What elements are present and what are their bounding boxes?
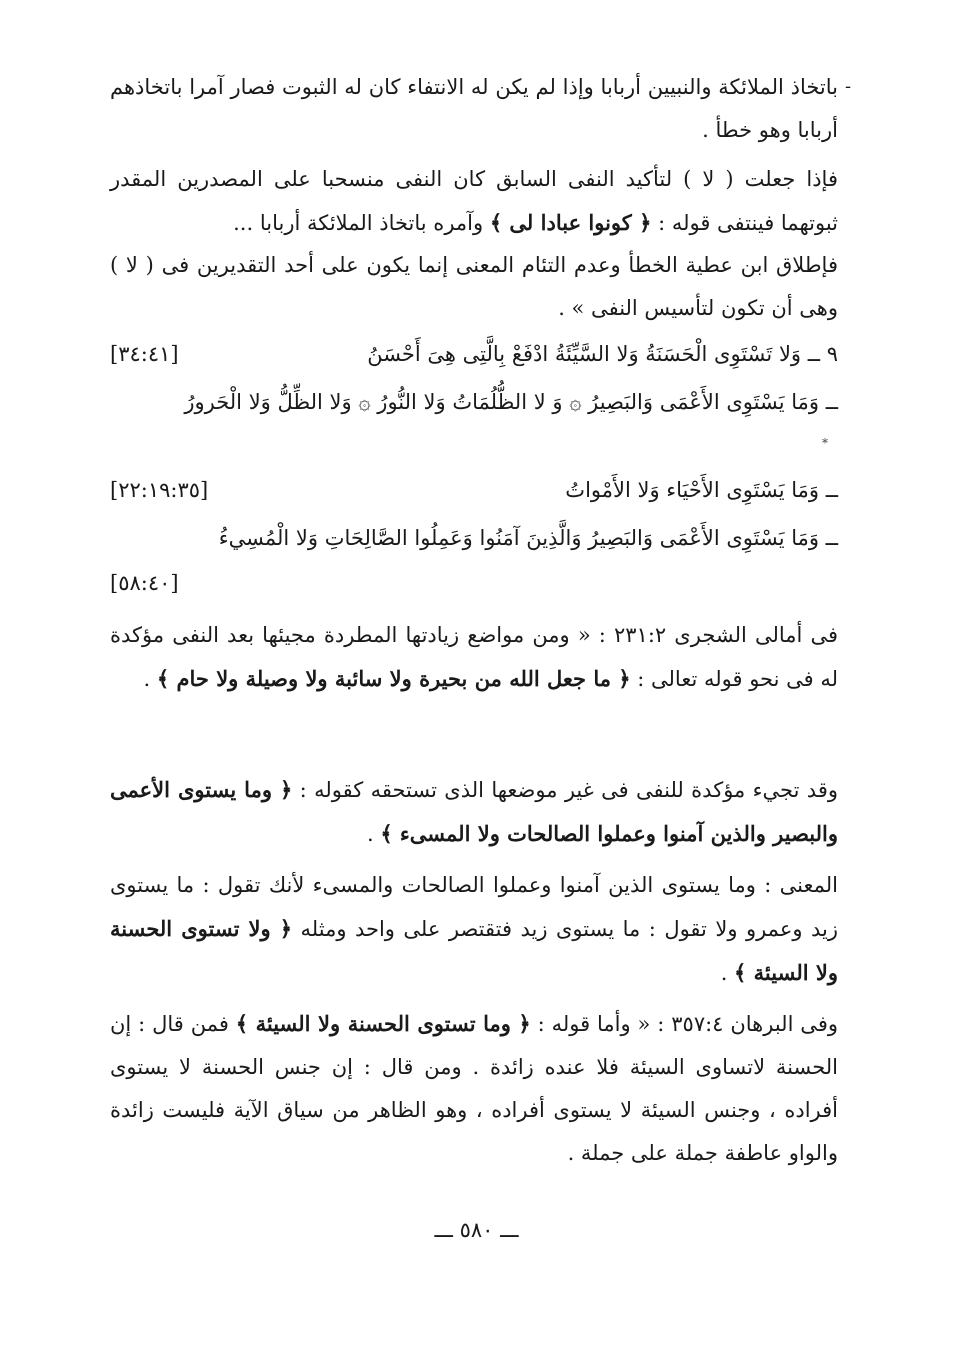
paragraph-2-text-before: فإذا جعلت ( لا ) لتأكيد النفى السابق كان النفى منسحبا على المصدرين المقدر ثبوتهما فينتفى قوله : [110, 167, 838, 235]
paragraph-5-quran-quote: ﴿ وما يستوى الأعمى والبصير والذين آمنوا وعملوا الصالحات ولا المسىء ﴾ [110, 777, 838, 846]
paragraph-4-quran-quote: ﴿ ما جعل الله من بحيرة ولا سائبة ولا وصيلة ولا حام ﴾ [156, 666, 631, 691]
verse-line-2-text: ــ وَمَا يَسْتَوِى الأَعْمَى وَالبَصِيرُ ۞ وَ لا الظُّلُمَاتُ وَلا النُّورُ ۞ وَلا الظِّلُّ وَلا الْحَرورُ [184, 390, 838, 414]
paragraph-6-text-before: المعنى : وما يستوى الذين آمنوا وعملوا الصالحات والمسىء لأنك تقول : ما يستوى زيد وعمرو ولا تقول : ما يستوى زيد فتقتصر على واحد ومثله [110, 873, 838, 941]
verse-line-1-reference: [٣٤:٤١] [110, 342, 179, 366]
paragraph-7-text-before: وفى البرهان ٣٥٧:٤ : « وأما قوله : [530, 1012, 838, 1036]
verse-line-2 [110, 382, 838, 422]
paragraph-1: باتخاذ الملائكة والنبيين أربابا وإذا لم يكن له الانتفاء كان له الثبوت فصار آمرا باتخاذهم أربابا وهو خطأ . [110, 75, 838, 142]
paragraph-5 [110, 768, 838, 856]
verse-line-4 [110, 518, 838, 558]
paragraph-5-text-after: . [366, 822, 381, 846]
paragraph-6 [110, 864, 838, 995]
verse-line-1-text: ٩ ــ وَلا تَسْتَوِى الْحَسَنَةُ وَلا السَّيِّئَةُ ادْفَعْ بِالَّتِى هِىَ أَحْسَنُ [367, 342, 838, 366]
verse-line-4-text: ــ وَمَا يَسْتَوِى الأَعْمَى وَالبَصِيرُ وَالَّذِينَ آمَنُوا وَعَمِلُوا الصَّالِحَاتِ وَلا الْمُسِيءُ [218, 526, 838, 550]
paragraph-2-quran-quote: ﴿ كونوا عبادا لى ﴾ [489, 210, 652, 235]
page-number: ـــ ٥٨٠ ـــ [434, 1218, 519, 1242]
paragraph-4-text-after: . [143, 667, 157, 691]
margin-dash-mark: - [845, 76, 852, 97]
verse-line-5-reference: [٥٨:٤٠] [110, 571, 179, 595]
verse-line-3-reference: [٢٢:١٩:٣٥] [110, 478, 209, 502]
verse-marker-asterisk: * [822, 436, 828, 450]
verse-line-3 [110, 470, 838, 510]
verse-line-1 [110, 334, 838, 374]
paragraph-7 [110, 1002, 838, 1175]
paragraph-4-text-before: فى أمالى الشجرى ٢٣١:٢ : « ومن مواضع زيادتها المطردة مجيئها بعد النفى مؤكدة له فى نحو قوله تعالى : [110, 623, 839, 691]
paragraph-6-text-after: . [720, 961, 735, 985]
paragraph-7-text-after: فمن قال : إن الحسنة لاتساوى السيئة فلا عنده زائدة . ومن قال : إن جنس الحسنة لا يستوى أفراده ، وجنس السيئة لا يستوى أفراده ، وهو الظاهر من سياق الآية فليست زائدة والواو عاطفة جملة على جملة . [110, 1012, 838, 1165]
verse-line-5 [110, 563, 838, 603]
paragraph-7-quran-quote: ﴿ وما تستوى الحسنة ولا السيئة ﴾ [235, 1011, 531, 1036]
paragraph-5-text-before: وقد تجيء مؤكدة للنفى فى غير موضعها الذى تستحقه كقوله : [292, 778, 838, 802]
verse-line-3-text: ــ وَمَا يَسْتَوِى الأَحْيَاء وَلا الأَمْواتُ [565, 478, 838, 502]
paragraph-3: فإطلاق ابن عطية الخطأ وعدم التئام المعنى إنما يكون على أحد التقديرين فى ( لا ) وهى أن تكون لتأسيس النفى » . [110, 253, 838, 320]
paragraph-2-text-after: وآمره باتخاذ الملائكة أربابا ... [233, 211, 490, 235]
paragraph-6-quran-quote: ﴿ ولا تستوى الحسنة ولا السيئة ﴾ [110, 916, 838, 985]
paragraph-2 [110, 158, 838, 245]
paragraph-4 [110, 614, 838, 701]
